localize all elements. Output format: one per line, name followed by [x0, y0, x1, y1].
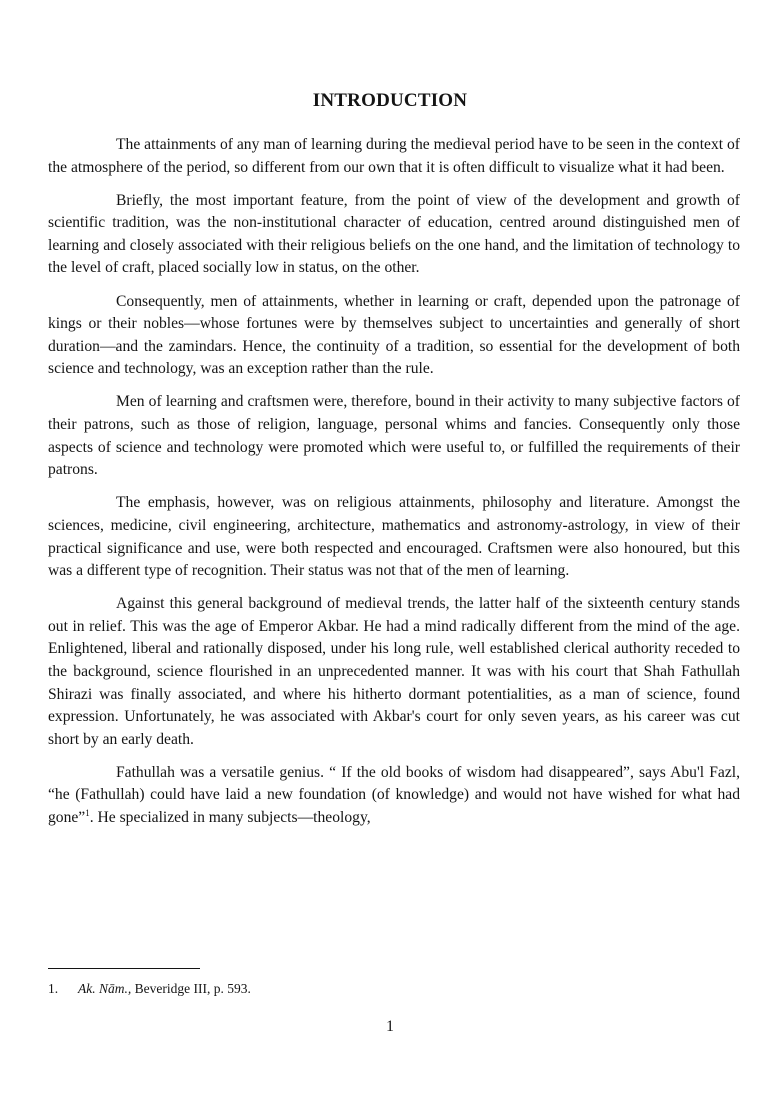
paragraph-text: Fathullah was a versatile genius. “ If the old books of wisdom had disappeared”, says Abu'l Fazl, “he (Fathullah) could have laid a new foundation (of knowledge) and would not have wished for what had gone” [48, 763, 740, 827]
page-number: 1 [386, 1018, 394, 1035]
paragraph: Against this general background of medieval trends, the latter half of the sixteenth century stands out in relief. This was the age of Emperor Akbar. He had a mind radically different from the mind of the age. Enlightened, liberal and rationally disposed, under his long rule, well established clerical authority receded to the background, science flourished in an unprecedented manner. It was with his court that Shah Fathullah Shirazi was finally associated, and where his hitherto dormant potentialities, as a man of science, found expression. Unfortunately, he was associated with Akbar's court for only seven years, as his career was cut short by an early death. [48, 595, 740, 748]
paragraph-text-continued: . He specialized in many subjects—theology, [89, 809, 371, 827]
paragraph: The attainments of any man of learning during the medieval period have to be seen in the context of the atmosphere of the period, so different from our own that it is often difficult to visualize what it had been. [48, 136, 740, 176]
paragraph: Briefly, the most important feature, from the point of view of the development and growth of scientific tradition, was the non-institutional character of education, centred around distinguished men of learning and closely associated with their religious beliefs on the one hand, and the limitation of technology to the level of craft, placed socially low in status, on the other. [48, 191, 740, 277]
page-title: INTRODUCTION [312, 90, 468, 111]
body-text [48, 134, 740, 840]
footnote-text: Beveridge III, p. 593. [131, 981, 251, 996]
paragraph: The emphasis, however, was on religious attainments, philosophy and literature. Amongst the sciences, medicine, civil engineering, architecture, mathematics and astronomy-astrology, in view of their practical significance and use, were both respected and encouraged. Craftsmen were also honoured, but this was a different type of recognition. Their status was not that of the men of learning. [48, 494, 740, 580]
paragraph-last [48, 762, 740, 830]
footnote-divider [48, 968, 200, 969]
footnote [48, 980, 251, 998]
paragraph: Consequently, men of attainments, whether in learning or craft, depended upon the patronage of kings or their nobles—whose fortunes were by themselves subject to uncertainties and generally of short duration—and the zamindars. Hence, the continuity of a tradition, so essential for the development of both science and technology, was an exception rather than the rule. [48, 292, 740, 378]
footnote-number: 1. [48, 981, 59, 996]
footnote-abbreviation: Ak. Nām., [78, 981, 132, 996]
paragraph: Men of learning and craftsmen were, therefore, bound in their activity to many subjective factors of their patrons, such as those of religion, language, personal whims and fancies. Consequently only those aspects of science and technology were promoted which were useful to, or fulfilled the requirements of their patrons. [48, 393, 740, 479]
footnote-reference[interactable]: 1 [85, 807, 90, 818]
